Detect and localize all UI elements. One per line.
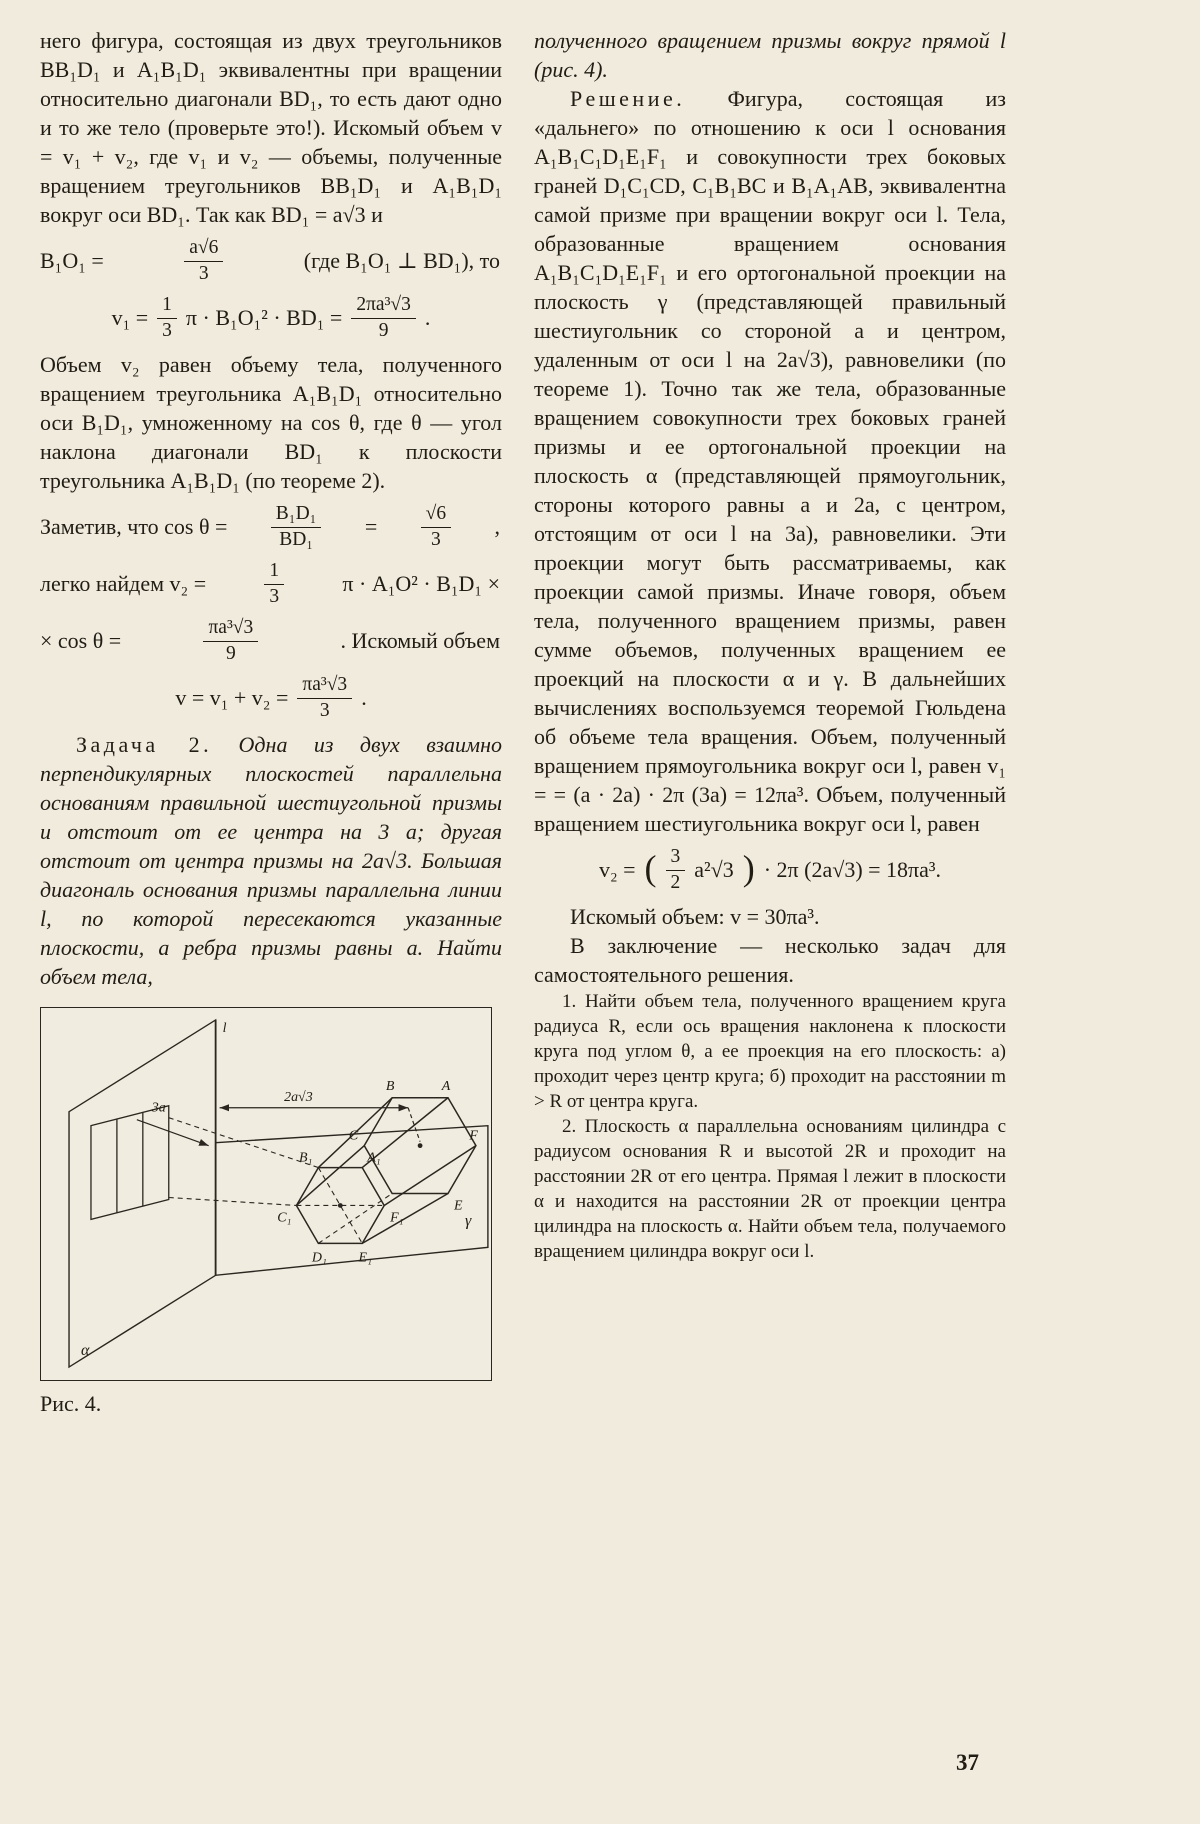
label-F: F [469, 1128, 478, 1144]
fraction-denominator: 3 [431, 529, 441, 550]
right-column [534, 26, 1006, 1417]
formula-text: . [424, 305, 431, 330]
task-2-statement-continuation: полученного вращением призмы вокруг прямой l (рис. 4). [534, 28, 1006, 82]
formula-text: B₁O₁ = [40, 248, 104, 273]
fraction [666, 846, 686, 894]
label-B: B [385, 1078, 395, 1094]
fraction [157, 294, 177, 342]
fraction-numerator: B₁D₁ [271, 503, 322, 527]
paragraph-continuation: него фигура, состоящая из двух треугольников BB₁D₁ и A₁B₁D₁ эквивалентны при вращении относительно диагонали BD₁, то есть дают одно и то же тело (проверьте это!). Искомый объем v = v₁ + v₂, где v₁ и v₂ — объемы, полученные вращением треугольников BB₁D₁ и A₁B₁D₁ вокруг оси BD₁. Так как BD₁ = a√3 и [40, 28, 502, 227]
fraction-denominator: 3 [269, 586, 280, 607]
figure-labels [81, 1021, 478, 1359]
fraction-numerator: 2πa³√3 [351, 294, 416, 318]
problem-2: 2. Плоскость α параллельна основаниям цилиндра с радиусом основания R и высотой 2R и проходит на расстоянии 2R от его центра. Прямая l лежит в плоскости α и находится на расстоянии 2R от проекции центра цилиндра на плоскость α. Найти объем тела, получаемого вращением цилиндра вокруг оси l. [534, 1116, 1006, 1262]
task-2-statement [40, 730, 502, 991]
formula-text: π · A₁O² · B₁D₁ × [342, 571, 500, 596]
left-column [40, 26, 502, 1417]
task-2-text: Одна из двух взаимно перпендикулярных плоскостей параллельна основаниям правильной шестиугольной призмы и отстоит от ее центра на 3 a; другая отстоит от центра призмы на 2a√3. Большая диагональ основания призмы параллельна линии l, по которой пересекаются указанные плоскости, а ребра призмы равны a. Найти объем тела, [40, 732, 502, 989]
fraction [203, 617, 258, 665]
formula-text: v₁ = [111, 305, 149, 330]
formula-text: (где B₁O₁ ⊥ BD₁), то [303, 248, 500, 273]
projection-rectangle [91, 1106, 169, 1220]
figure [40, 1007, 492, 1381]
label-gamma: γ [464, 1212, 472, 1230]
label-dim-2a-sqrt3: 2a√3 [284, 1089, 313, 1105]
formula-text: , [494, 514, 500, 539]
problem-1: 1. Найти объем тела, полученного вращением круга радиуса R, если ось вращения наклонена к плоскости круга под углом θ, а ее проекция на его плоскость: а) проходит через центр круга; б) проходит на расстоянии m > R от центра круга. [534, 991, 1006, 1112]
label-A: A [441, 1078, 451, 1094]
fraction-denominator: BD₁ [279, 529, 314, 550]
solution-text: Фигура, состоящая из «дальнего» по отношению к оси l основания A₁B₁C₁D₁E₁F₁ и совокупности трех боковых граней D₁C₁CD, C₁B₁BC и B₁A₁AB, эквивалентна самой призме при вращении вокруг оси l. Тела, образованные вращением основания A₁B₁C₁D₁E₁F₁ и его ортогональной проекции на плоскость γ (представляющей правильный шестиугольник со стороной a и центром, удаленным от оси l на 2a√3), равновелики (по теореме 1). Точно так же тела, образованные вращением совокупности трех боковых граней призмы и ее ортогональной проекции на плоскость α (представляющей прямоугольник, стороны которого равны a и 2a, с центром, отстоящим от оси l на 3a), равновелики. Эти проекции могут быть рассматриваемы, как проекции самой призмы. Иначе говоря, объем тела, полученного вращением призмы, равен сумме объемов, полученных вращением ее проекций на плоскости α и γ. В дальнейших вычислениях воспользуемся теоремой Гюльдена об объеме тела вращения. Объем, полученный вращением прямоугольника вокруг оси l, равен v₁ = = (a · 2a) · 2π (3a) = 12πa³. Объем, полученный вращением шестиугольника вокруг оси l, равен [534, 86, 1006, 836]
display-formula-v1 [40, 293, 502, 343]
formula-text: легко найдем v₂ = [40, 571, 207, 596]
figure-drawing [41, 1008, 490, 1379]
label-E: E [453, 1198, 463, 1214]
fraction-numerator: πa³√3 [203, 617, 258, 641]
paragraph: Объем v₂ равен объему тела, полученного вращением треугольника A₁B₁D₁ относительно оси B₁D₁, умноженному на cos θ, где θ — угол наклона диагонали BD₁ к плоскости треугольника A₁B₁D₁ (по теореме 2). [40, 352, 502, 493]
label-B1: B₁ [298, 1150, 313, 1166]
inline-formula-cos [40, 502, 502, 552]
fraction [264, 560, 284, 608]
dimension-lines [137, 1108, 420, 1146]
formula-text: v = v₁ + v₂ = [175, 685, 289, 710]
result-paragraph: Искомый объем: v = 30πa³. [570, 904, 820, 929]
label-C: C [348, 1128, 359, 1144]
fraction [184, 237, 223, 285]
label-F1: F₁ [390, 1210, 404, 1226]
formula-text: v₂ = [598, 857, 636, 882]
closing-paragraph: В заключение — несколько задач для самостоятельного решения. [534, 933, 1006, 987]
fraction-denominator: 3 [162, 320, 172, 341]
display-formula-v2 [534, 845, 1006, 895]
solution-paragraph [534, 84, 1006, 838]
fraction [351, 294, 416, 342]
formula-text: . Искомый объем [340, 628, 500, 653]
left-parenthesis: ( [644, 848, 657, 888]
fraction-denominator: 2 [670, 872, 681, 893]
fraction-denominator: 9 [225, 643, 236, 664]
right-parenthesis: ) [742, 848, 755, 888]
inline-formula-b1o1 [40, 236, 502, 286]
fraction-numerator: a√6 [184, 237, 223, 261]
fraction-numerator: √6 [421, 503, 451, 527]
formula-text: Заметив, что cos θ = [40, 514, 228, 539]
display-formula-v [40, 673, 502, 723]
fraction [297, 674, 352, 722]
inline-formula-v2-part2 [40, 616, 502, 666]
formula-text: a²√3 [694, 857, 734, 882]
inline-formula-v2-part1 [40, 559, 502, 609]
fraction-numerator: 1 [264, 560, 284, 584]
fraction-numerator: 1 [157, 294, 177, 318]
page-number: 37 [956, 1750, 979, 1775]
label-l: l [222, 1020, 227, 1036]
fraction-numerator: 3 [666, 846, 686, 870]
solution-label: Решение. [570, 86, 686, 111]
formula-text: × cos θ = [40, 628, 122, 653]
fraction-denominator: 9 [378, 320, 389, 341]
task-2-label: Задача 2. [76, 732, 213, 757]
fraction [421, 503, 451, 551]
label-C1: C₁ [277, 1210, 292, 1226]
fraction-numerator: πa³√3 [297, 674, 352, 698]
figure-caption: Рис. 4. [40, 1391, 102, 1416]
label-D1: D₁ [311, 1250, 327, 1266]
label-E1: E₁ [358, 1250, 372, 1266]
formula-text: = [364, 514, 378, 539]
fraction-denominator: 3 [319, 700, 330, 721]
label-alpha: α [80, 1342, 90, 1360]
formula-text: π · B₁O₁² · BD₁ = [185, 305, 343, 330]
fraction-denominator: 3 [198, 263, 209, 284]
hexagonal-prism [296, 1098, 476, 1244]
fraction [271, 503, 322, 551]
label-dim-3a: 3a [151, 1100, 166, 1116]
formula-text: . [361, 685, 367, 710]
formula-text: · 2π (2a√3) = 18πa³. [763, 857, 942, 882]
two-column-layout [40, 26, 1200, 1417]
label-A1: A₁ [367, 1150, 381, 1166]
